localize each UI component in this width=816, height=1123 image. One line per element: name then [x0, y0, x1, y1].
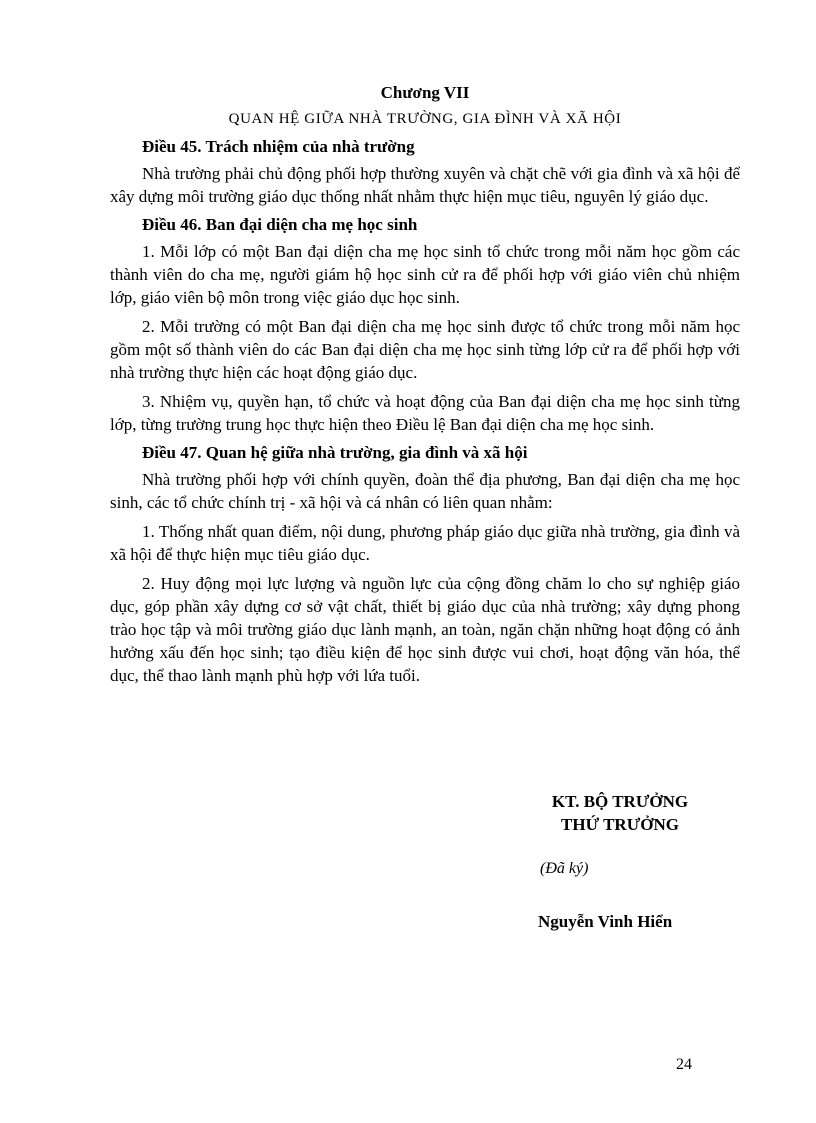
article-paragraph: 3. Nhiệm vụ, quyền hạn, tổ chức và hoạt động của Ban đại diện cha mẹ học sinh từng lớp, từng trường trung học thực hiện theo Điều lệ Ban đại diện cha mẹ học sinh. — [110, 392, 740, 434]
article-paragraph: 1. Mỗi lớp có một Ban đại diện cha mẹ học sinh tổ chức trong mỗi năm học gồm các thành viên do cha mẹ, người giám hộ học sinh cử ra để phối hợp với giáo viên chủ nhiệm lớp, giáo viên bộ môn trong việc giáo dục học sinh. — [110, 242, 740, 307]
article-heading: Điều 47. Quan hệ giữa nhà trường, gia đình và xã hội — [142, 443, 528, 462]
article-paragraph: Nhà trường phải chủ động phối hợp thường xuyên và chặt chẽ với gia đình và xã hội để xây dựng môi trường giáo dục thống nhất nhằm thực hiện mục tiêu, nguyên lý giáo dục. — [110, 164, 740, 206]
chapter-title: Chương VII — [380, 83, 470, 102]
article-paragraph: Nhà trường phối hợp với chính quyền, đoàn thể địa phương, Ban đại diện cha mẹ học sinh, các tổ chức chính trị - xã hội và cá nhân có liên quan nhằm: — [110, 470, 740, 512]
signature-position: THỨ TRƯỞNG — [561, 815, 679, 834]
article-45 — [110, 136, 740, 208]
chapter-subtitle: QUAN HỆ GIỮA NHÀ TRƯỜNG, GIA ĐÌNH VÀ XÃ HỘI — [228, 111, 622, 127]
document-page — [110, 82, 740, 693]
page-number: 24 — [676, 1056, 692, 1073]
article-heading: Điều 45. Trách nhiệm của nhà trường — [142, 137, 415, 156]
signature-block — [500, 790, 740, 932]
article-heading: Điều 46. Ban đại diện cha mẹ học sinh — [142, 215, 418, 234]
signature-title: KT. BỘ TRƯỞNG — [551, 792, 689, 811]
article-paragraph: 1. Thống nhất quan điểm, nội dung, phương pháp giáo dục giữa nhà trường, gia đình và xã hội để thực hiện mục tiêu giáo dục. — [110, 522, 740, 564]
signed-note: (Đã ký) — [540, 860, 589, 877]
article-46 — [110, 214, 740, 436]
signatory-name: Nguyễn Vinh Hiển — [538, 912, 673, 931]
article-paragraph: 2. Mỗi trường có một Ban đại diện cha mẹ học sinh được tổ chức trong mỗi năm học gồm một số thành viên do các Ban đại diện cha mẹ học sinh từng lớp cử ra để phối hợp với nhà trường thực hiện các hoạt động giáo dục. — [110, 317, 740, 382]
article-47 — [110, 442, 740, 687]
article-paragraph: 2. Huy động mọi lực lượng và nguồn lực của cộng đồng chăm lo cho sự nghiệp giáo dục, góp phần xây dựng cơ sở vật chất, thiết bị giáo dục của nhà trường; xây dựng phong trào học tập và môi trường giáo dục lành mạnh, an toàn, ngăn chặn những hoạt động có ảnh hưởng xấu đến học sinh; tạo điều kiện để học sinh được vui chơi, hoạt động văn hóa, thể dục, thể thao lành mạnh phù hợp với lứa tuổi. — [110, 574, 740, 685]
